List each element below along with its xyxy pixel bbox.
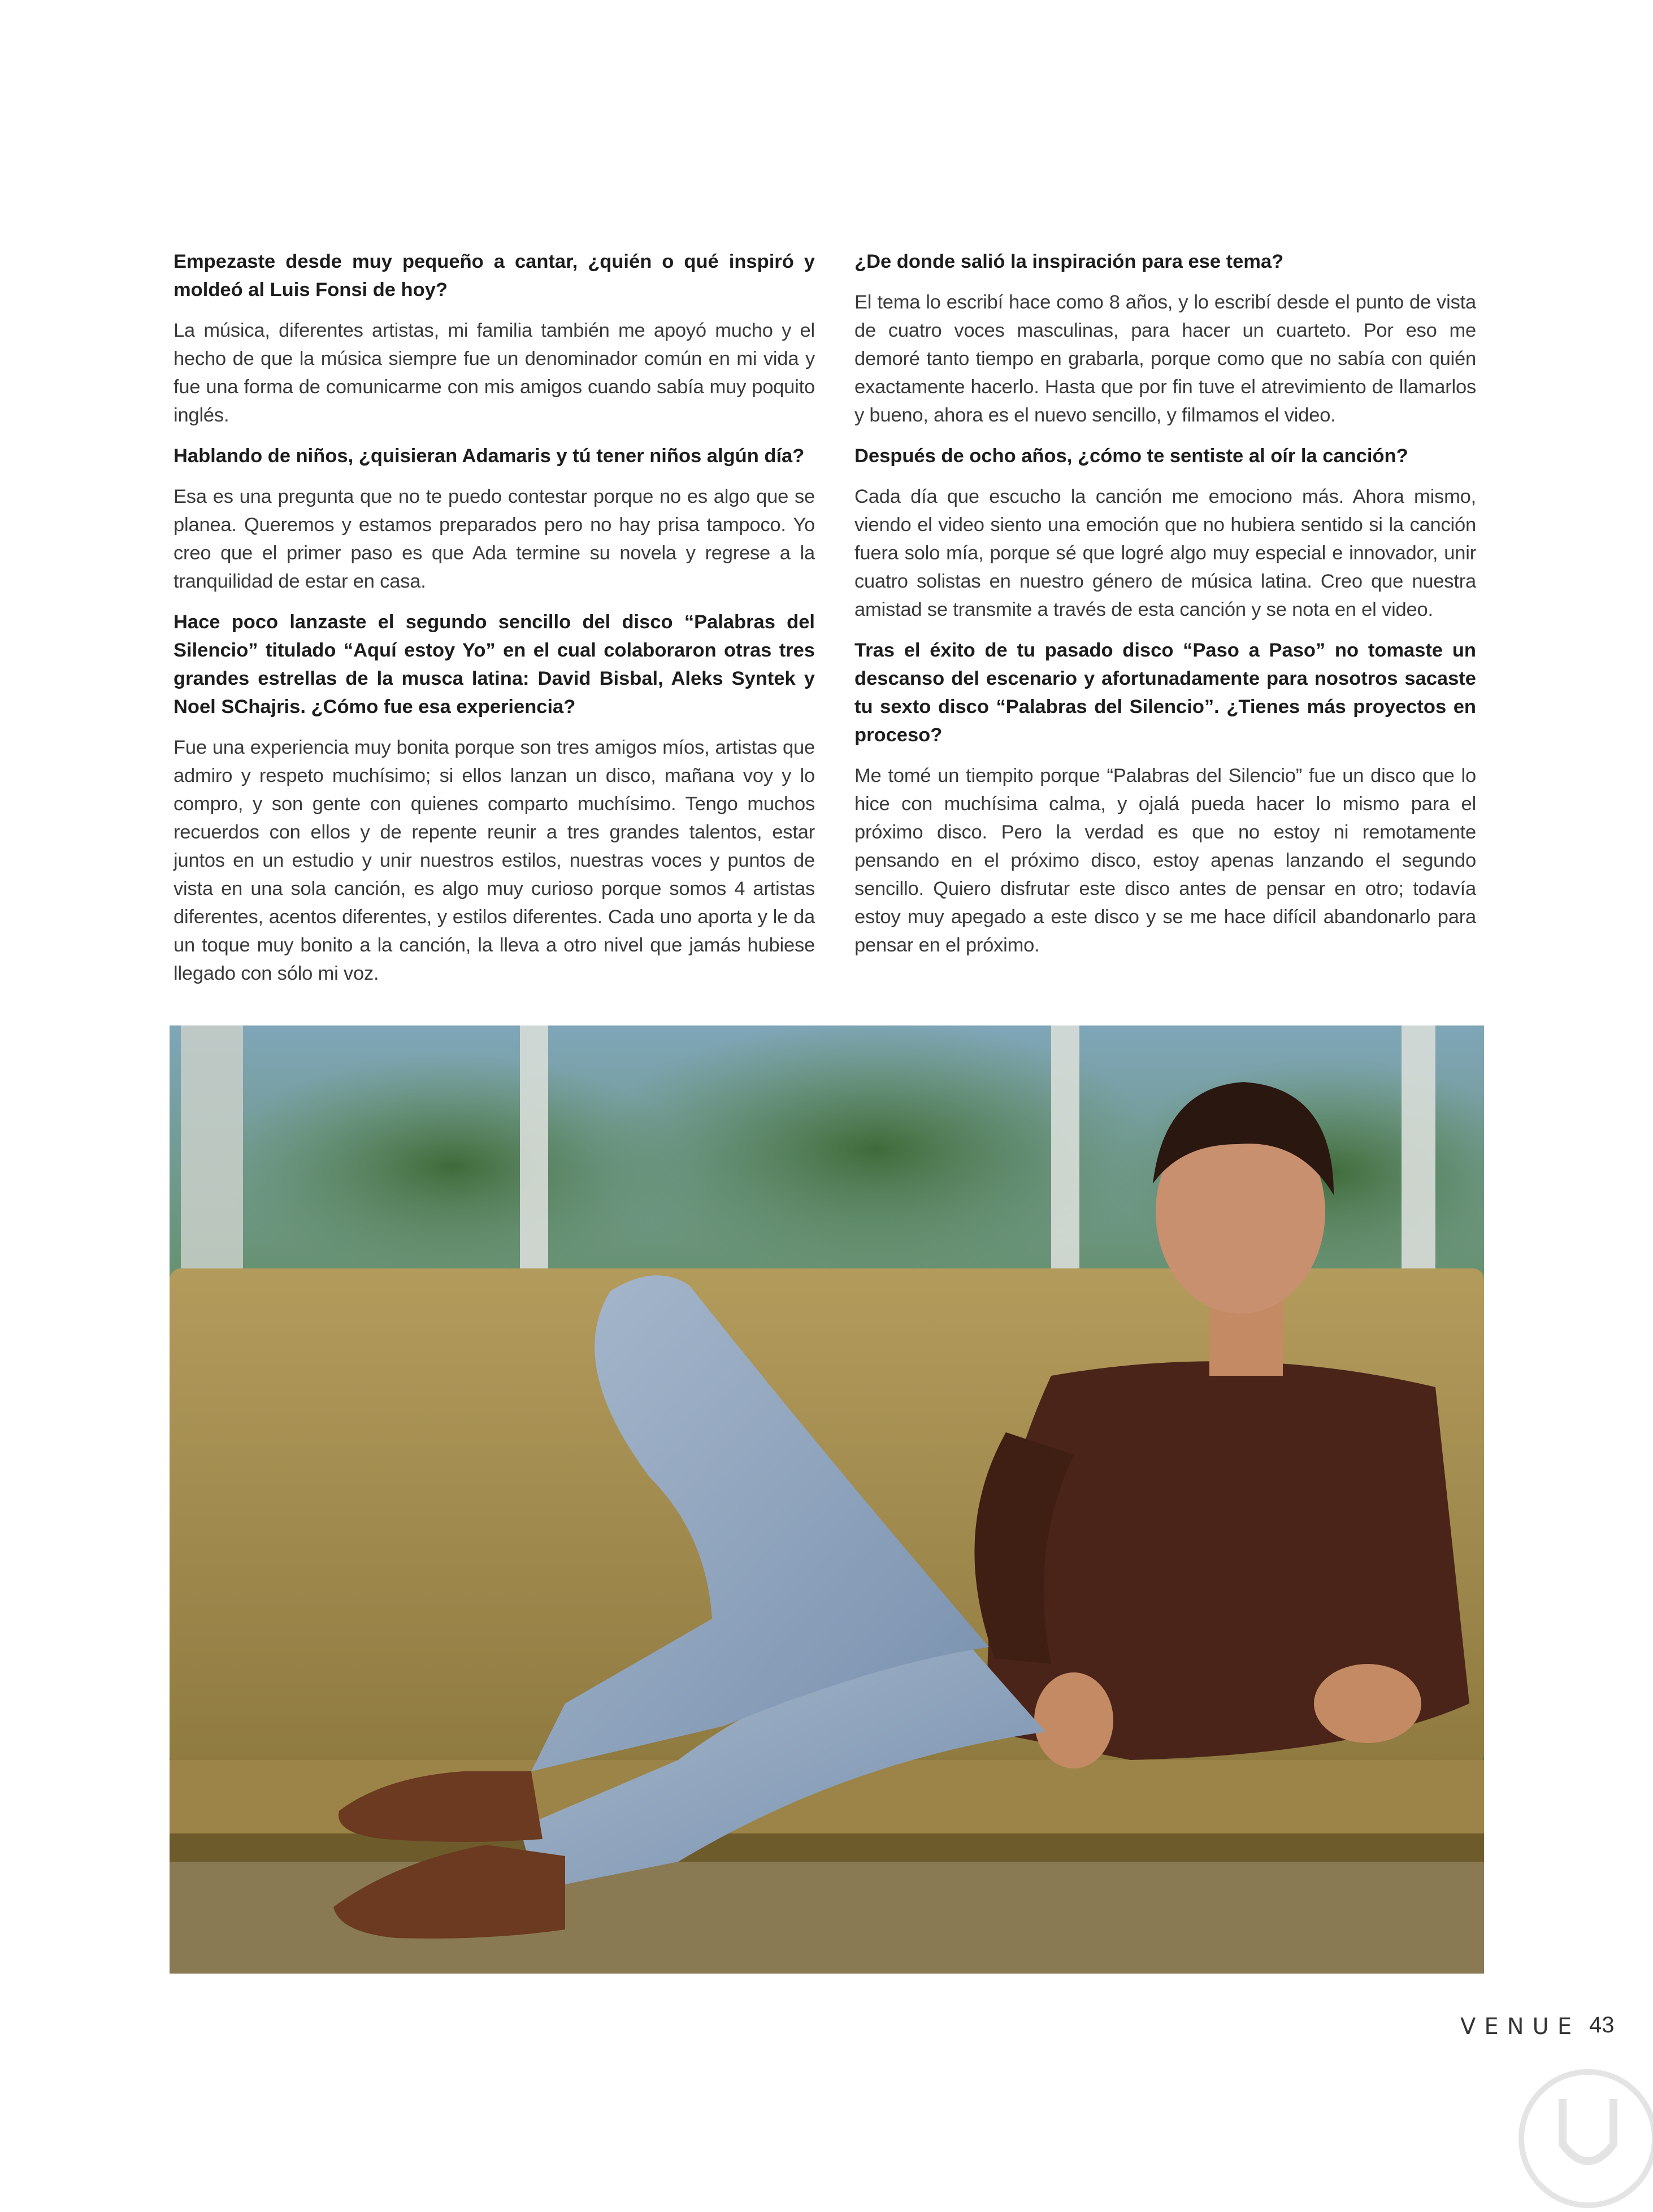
article-column-right	[854, 247, 1476, 972]
interview-question: Después de ocho años, ¿cómo te sentiste al oír la canción?	[854, 445, 1408, 467]
interview-question: Hablando de niños, ¿quisieran Adamaris y tú tener niños algún día?	[173, 445, 805, 467]
interview-question: Empezaste desde muy pequeño a cantar, ¿quién o qué inspiró y moldeó al Luis Fonsi de hoy?	[173, 251, 815, 301]
interview-answer: Me tomé un tiempito porque “Palabras del Silencio” fue un disco que lo hice con muchísima calma, y ojalá pueda hacer lo mismo para el próximo disco. Pero la verdad es que no estoy ni remotamente pensando en el próximo disco, estoy apenas lanzando el segundo sencillo. Quiero disfrutar este disco antes de pensar en otro; todavía estoy muy apegado a este disco y se me hace difícil abandonarlo para pensar en el próximo.	[854, 765, 1476, 956]
interview-answer: Fue una experiencia muy bonita porque son tres amigos míos, artistas que admiro y respeto muchísimo; si ellos lanzan un disco, mañana voy y lo compro, y son gente con quienes comparto muchísimo. Tengo muchos recuerdos con ellos y de repente reunir a tres grandes talentos, estar juntos en un estudio y unir nuestros estilos, nuestras voces y puntos de vista en una sola canción, es algo muy curioso porque somos 4 artistas diferentes, acentos diferentes, y estilos diferentes. Cada uno aporta y le da un toque muy bonito a la canción, la lleva a otro nivel que jamás hubiese llegado con sólo mi voz.	[173, 737, 815, 984]
page-number: 43	[1589, 2013, 1615, 2037]
interview-answer: Cada día que escucho la canción me emociono más. Ahora mismo, viendo el video siento una emoción que no hubiera sentido si la canción fuera solo mía, porque sé que logré algo muy especial e innovador, unir cuatro solistas en nuestro género de música latina. Creo que nuestra amistad se transmite a través de esta canción y se nota en el video.	[854, 486, 1476, 620]
interview-question: ¿De donde salió la inspiración para ese tema?	[854, 251, 1284, 272]
magazine-brand: VENUE	[1460, 2014, 1581, 2040]
interview-question: Tras el éxito de tu pasado disco “Paso a Paso” no tomaste un descanso del escenario y afortunadamente para nosotros sacaste tu sexto disco “Palabras del Silencio”. ¿Tienes más proyectos en proceso?	[854, 640, 1476, 746]
photo-illustration	[170, 1025, 1484, 1974]
feature-photo	[170, 1025, 1484, 1974]
interview-answer: Esa es una pregunta que no te puedo contestar porque no es algo que se planea. Queremos y estamos preparados pero no hay prisa tampoco. Yo creo que el primer paso es que Ada termine su novela y regrese a la tranquilidad de estar en casa.	[173, 486, 815, 592]
article-column-left	[173, 247, 815, 1000]
venue-logo-watermark-icon	[1515, 2065, 1653, 2212]
interview-answer: La música, diferentes artistas, mi familia también me apoyó mucho y el hecho de que la música siempre fue un denominador común en mi vida y fue una forma de comunicarme con mis amigos cuando sabía muy poquito inglés.	[173, 320, 815, 426]
interview-answer: El tema lo escribí hace como 8 años, y lo escribí desde el punto de vista de cuatro voces masculinas, para hacer un cuarteto. Por eso me demoré tanto tiempo en grabarla, porque como que no sabía con quién exactamente hacerlo. Hasta que por fin tuve el atrevimiento de llamarlos y bueno, ahora es el nuevo sencillo, y filmamos el video.	[854, 292, 1476, 426]
interview-question: Hace poco lanzaste el segundo sencillo del disco “Palabras del Silencio” titulado “Aquí estoy Yo” en el cual colaboraron otras tres grandes estrellas de la musca latina: David Bisbal, Aleks Syntek y Noel SChajris. ¿Cómo fue esa experiencia?	[173, 611, 815, 718]
